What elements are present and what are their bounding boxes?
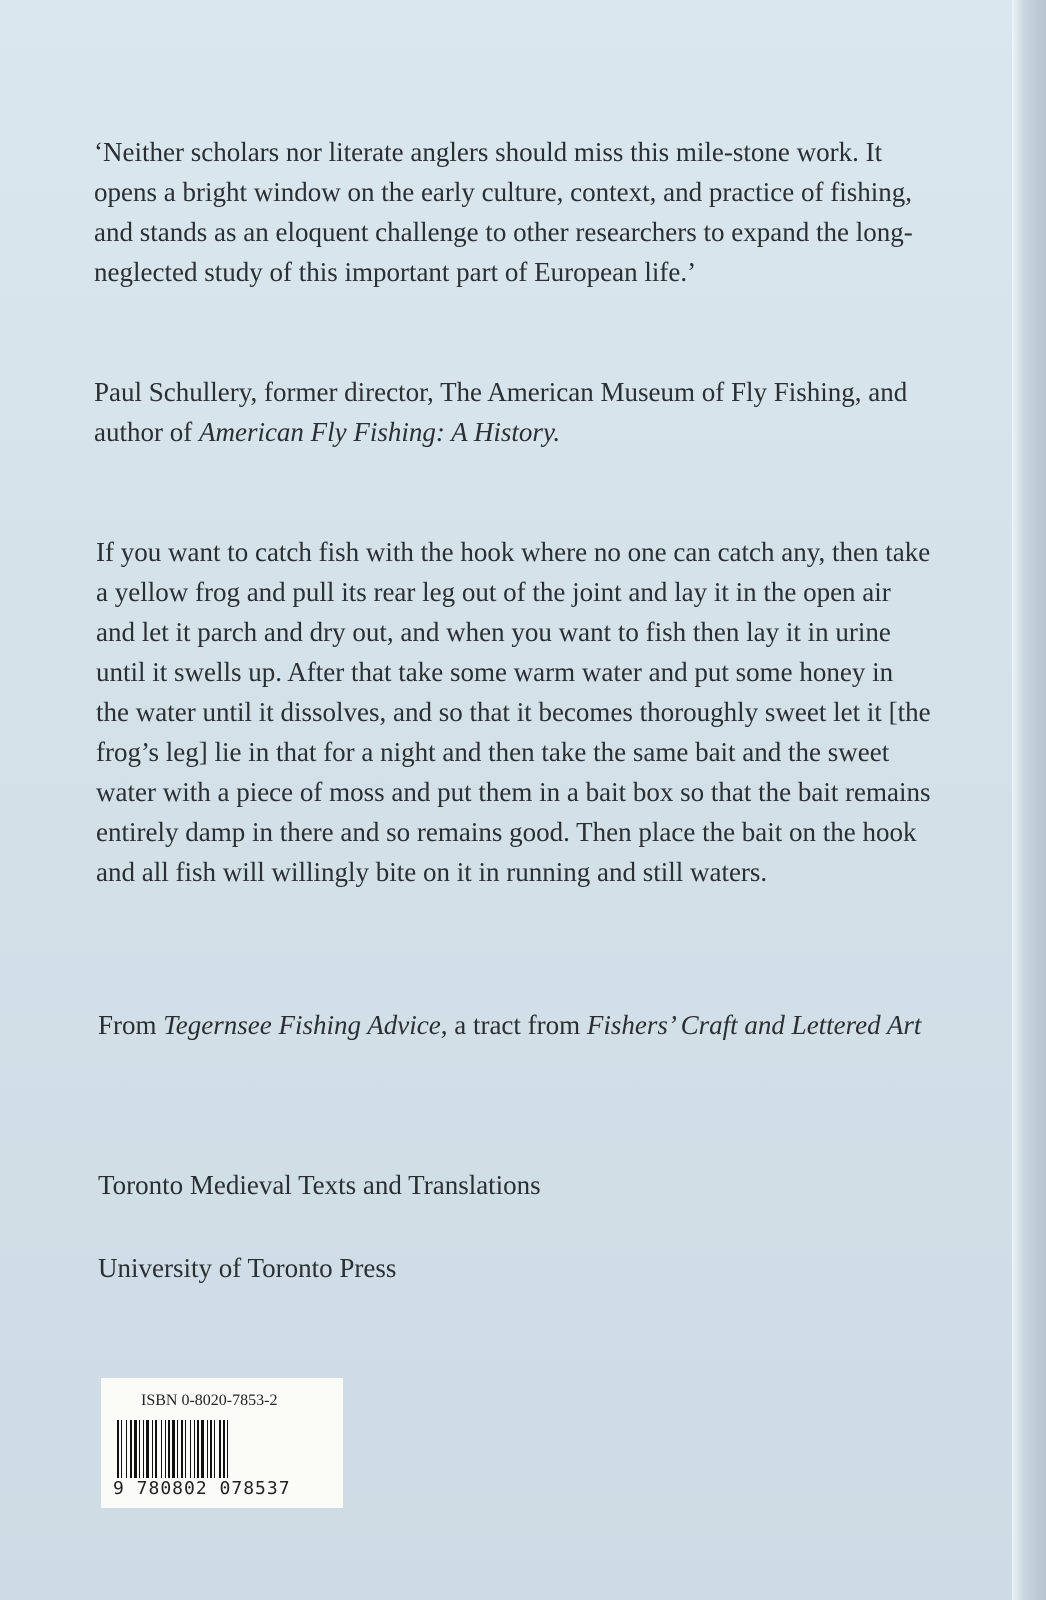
excerpt-book-title: Fishers’ Craft and Lettered Art <box>586 1010 922 1040</box>
excerpt-passage: If you want to catch fish with the hook where no one can catch any, then take a yellow frog and pull its rear leg out of the joint and lay it in the open air and let it parch and dry out, and when you want to fish then lay it in urine until it swells up. After that take some warm water and put some honey in the water until it dissolves, and so that it becomes thoroughly sweet let it [the frog’s leg] lie in that for a night and then take the same bait and the sweet water with a piece of moss and put them in a bait box so that the bait remains entirely damp in there and so remains good. Then place the bait on the hook and all fish will willingly bite on it in running and still waters. <box>96 537 931 887</box>
book-edge <box>1012 0 1046 1600</box>
excerpt-source-middle: a tract from <box>447 1010 587 1040</box>
excerpt-source-prefix: From <box>98 1010 164 1040</box>
publisher-name: University of Toronto Press <box>98 1253 397 1283</box>
isbn-text: ISBN 0-8020-7853-2 <box>141 1392 278 1409</box>
excerpt-source <box>98 1005 928 1045</box>
series-name: Toronto Medieval Texts and Translations <box>98 1170 541 1200</box>
barcode-label <box>101 1378 343 1508</box>
attribution-book-title: American Fly Fishing: A History. <box>198 417 561 447</box>
endorsement-quote: ‘Neither scholars nor literate anglers should miss this mile-stone work. It opens a bright window on the early culture, context, and practice of fishing, and stands as an eloquent challenge to other researchers to expand the long-neglected study of this important part of European life.’ <box>94 137 913 287</box>
endorsement-attribution <box>94 372 924 452</box>
barcode-digits: 9 780802 078537 <box>113 1478 291 1499</box>
excerpt-tract-title: Tegernsee Fishing Advice, <box>163 1010 448 1040</box>
barcode-icon <box>115 1420 329 1478</box>
attribution-text: Paul Schullery, former director, The American Museum of Fly Fishing, and author of <box>94 377 908 447</box>
